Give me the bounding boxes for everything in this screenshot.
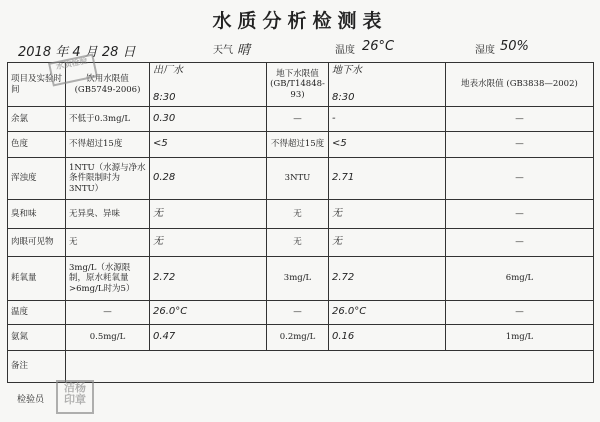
- remarks-value: [66, 351, 594, 383]
- remarks-row: [8, 351, 594, 383]
- table-row: [8, 325, 594, 351]
- remarks-label: 备注: [8, 351, 66, 383]
- header-drinking-limit: 饮用水限值 (GB5749-2006): [66, 63, 150, 107]
- outlet-value-cell: 无: [150, 229, 267, 257]
- ground-value-cell: 26.0°C: [329, 301, 446, 325]
- surface-limit-cell: —: [446, 107, 594, 132]
- header-item-time: 项目及实验时间: [8, 63, 66, 107]
- outlet-time: 8:30: [153, 91, 176, 103]
- header-ground-limit: 地下水限值 (GB/T14848-93): [267, 63, 329, 107]
- surface-limit-cell: —: [446, 200, 594, 229]
- ground-limit-cell: 3mg/L: [267, 257, 329, 301]
- drinking-limit-cell: 0.5mg/L: [66, 325, 150, 351]
- row-name: 肉眼可见物: [8, 229, 66, 257]
- signature-stamp: 洁杨 印章: [56, 380, 94, 414]
- ground-value-cell: 2.71: [329, 158, 446, 200]
- ground-value-cell: 2.72: [329, 257, 446, 301]
- row-name: 温度: [8, 301, 66, 325]
- ground-time: 8:30: [332, 91, 355, 103]
- ground-limit-cell: 0.2mg/L: [267, 325, 329, 351]
- table-row: [8, 301, 594, 325]
- ground-limit-cell: —: [267, 301, 329, 325]
- surface-limit-cell: —: [446, 229, 594, 257]
- table-row: [8, 158, 594, 200]
- ground-limit-cell: 3NTU: [267, 158, 329, 200]
- row-name: 耗氧量: [8, 257, 66, 301]
- weather-label: 天气: [213, 45, 233, 56]
- ground-value-cell: 无: [329, 200, 446, 229]
- outlet-value-cell: 2.72: [150, 257, 267, 301]
- ground-limit-cell: —: [267, 107, 329, 132]
- header-outlet-water: [150, 63, 267, 107]
- row-name: 色度: [8, 132, 66, 158]
- outlet-water-label: 出厂水: [153, 65, 183, 76]
- outlet-value-cell: 无: [150, 200, 267, 229]
- drinking-limit-cell: 不低于0.3mg/L: [66, 107, 150, 132]
- surface-limit-cell: —: [446, 158, 594, 200]
- drinking-limit-cell: 不得超过15度: [66, 132, 150, 158]
- weather-value: 晴: [237, 43, 251, 58]
- surface-limit-cell: —: [446, 301, 594, 325]
- surface-limit-cell: 6mg/L: [446, 257, 594, 301]
- humidity-value: 50%: [500, 39, 529, 54]
- drinking-limit-cell: 无: [66, 229, 150, 257]
- ground-value-cell: <5: [329, 132, 446, 158]
- inspection-stamp: 水质检验: [48, 53, 98, 86]
- ground-limit-cell: 不得超过15度: [267, 132, 329, 158]
- row-name: 浑浊度: [8, 158, 66, 200]
- ground-value-cell: 0.16: [329, 325, 446, 351]
- header-surface-limit: 地表水限值 (GB3838—2002): [446, 63, 594, 107]
- drinking-limit-cell: 无异臭、异味: [66, 200, 150, 229]
- ground-value-cell: -: [329, 107, 446, 132]
- outlet-value-cell: 0.47: [150, 325, 267, 351]
- ground-value-cell: 无: [329, 229, 446, 257]
- ground-limit-cell: 无: [267, 200, 329, 229]
- header-ground-water: [329, 63, 446, 107]
- date-value: 2018 年 4 月 28 日: [18, 45, 136, 60]
- table-row: [8, 200, 594, 229]
- ground-limit-cell: 无: [267, 229, 329, 257]
- row-name: 氨氮: [8, 325, 66, 351]
- table-row: [8, 132, 594, 158]
- ground-water-label: 地下水: [332, 65, 362, 76]
- table-row: [8, 257, 594, 301]
- document-title: 水质分析检测表: [212, 10, 388, 32]
- table-row: [8, 107, 594, 132]
- row-name: 臭和味: [8, 200, 66, 229]
- surface-limit-cell: —: [446, 132, 594, 158]
- outlet-value-cell: 0.30: [150, 107, 267, 132]
- temperature-value: 26°C: [362, 39, 395, 54]
- water-quality-table: [7, 62, 594, 383]
- row-name: 余氯: [8, 107, 66, 132]
- drinking-limit-cell: 3mg/L（水源限制，原水耗氧量>6mg/L时为5）: [66, 257, 150, 301]
- humidity-label: 湿度: [475, 45, 495, 56]
- drinking-limit-cell: —: [66, 301, 150, 325]
- surface-limit-cell: 1mg/L: [446, 325, 594, 351]
- temperature-label: 温度: [335, 45, 355, 56]
- outlet-value-cell: <5: [150, 132, 267, 158]
- outlet-value-cell: 0.28: [150, 158, 267, 200]
- table-row: [8, 229, 594, 257]
- outlet-value-cell: 26.0°C: [150, 301, 267, 325]
- inspector-label: 检验员: [17, 395, 45, 405]
- drinking-limit-cell: 1NTU（水源与净水条件限制时为3NTU）: [66, 158, 150, 200]
